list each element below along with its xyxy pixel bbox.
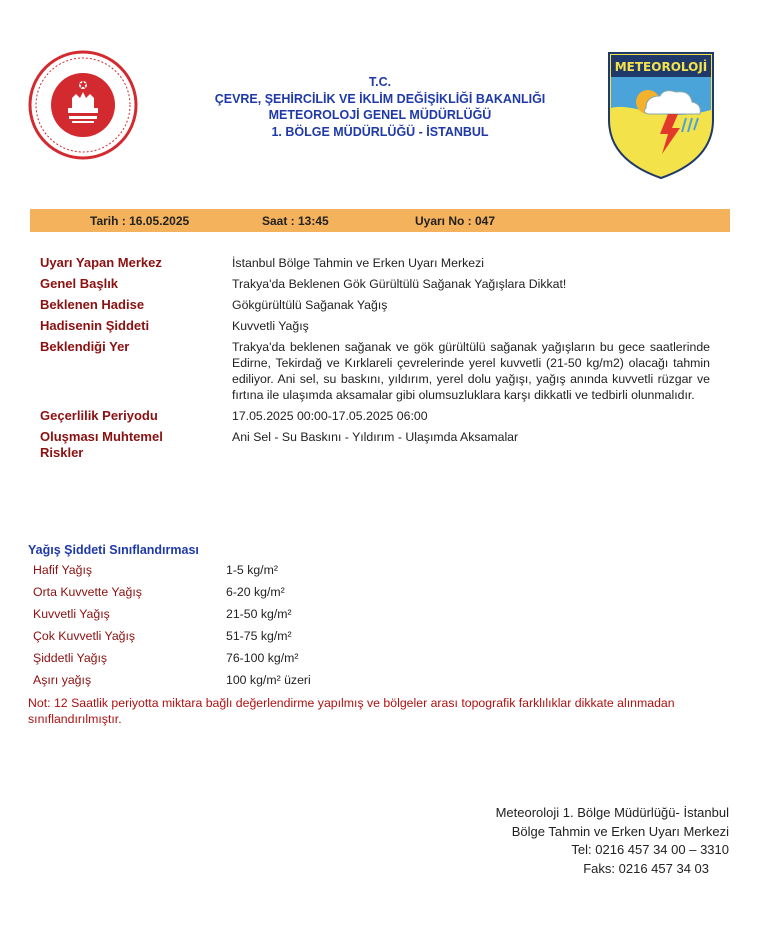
classification-value: 6-20 kg/m² — [226, 585, 285, 599]
detail-value: Ani Sel - Su Baskını - Yıldırım - Ulaşımda Aksamalar — [232, 430, 519, 444]
classification-name: Çok Kuvvetli Yağış — [33, 629, 136, 643]
detail-row-location — [40, 339, 710, 403]
meteoroloji-shield-logo — [606, 50, 716, 180]
classification-row — [33, 607, 433, 629]
footer-center: Bölge Tahmin ve Erken Uyarı Merkezi — [511, 823, 729, 839]
classification-title: Yağış Şiddeti Sınıflandırması — [28, 543, 199, 557]
warning-time: Saat : 13:45 — [262, 214, 329, 228]
classification-name: Aşırı yağış — [33, 673, 92, 687]
classification-row — [33, 629, 433, 651]
detail-row-risks — [40, 429, 710, 461]
classification-table — [33, 563, 433, 695]
detail-row-validity — [40, 408, 710, 424]
detail-value: 17.05.2025 00:00-17.05.2025 06:00 — [232, 409, 428, 423]
detail-label: Geçerlilik Periyodu — [40, 408, 158, 423]
logo-text: METEOROLOJİ — [614, 60, 708, 74]
classification-row — [33, 585, 433, 607]
detail-label: Genel Başlık — [40, 276, 119, 291]
header-line-1: T.C. — [368, 75, 392, 89]
classification-name: Hafif Yağış — [33, 563, 93, 577]
classification-value: 51-75 kg/m² — [226, 629, 292, 643]
ministry-header — [160, 74, 600, 140]
detail-row-expected-event — [40, 297, 710, 313]
warning-number: Uyarı No : 047 — [415, 214, 496, 228]
detail-label: Hadisenin Şiddeti — [40, 318, 150, 333]
warning-details — [40, 255, 710, 466]
header-line-2: ÇEVRE, ŞEHİRCİLİK VE İKLİM DEĞİŞİKLİĞİ BAKANLIĞI — [214, 91, 546, 106]
classification-name: Şiddetli Yağış — [33, 651, 108, 665]
detail-row-center — [40, 255, 710, 271]
footer-fax: Faks: 0216 457 34 03 — [583, 860, 709, 876]
footer-office: Meteoroloji 1. Bölge Müdürlüğü- İstanbul — [495, 805, 729, 820]
classification-value: 76-100 kg/m² — [226, 651, 299, 665]
classification-name: Kuvvetli Yağış — [33, 607, 110, 621]
contact-footer — [496, 804, 729, 878]
classification-value: 21-50 kg/m² — [226, 607, 292, 621]
classification-name: Orta Kuvvette Yağış — [33, 585, 142, 599]
detail-value: İstanbul Bölge Tahmin ve Erken Uyarı Merkezi — [232, 256, 484, 270]
detail-value: Trakya'da Beklenen Gök Gürültülü Sağanak Yağışlara Dikkat! — [232, 277, 567, 291]
detail-row-severity — [40, 318, 710, 334]
classification-value: 1-5 kg/m² — [226, 563, 278, 577]
classification-row — [33, 673, 433, 695]
classification-value: 100 kg/m² üzeri — [226, 673, 311, 687]
detail-value: Trakya'da beklenen sağanak ve gök gürültülü sağanak yağışların bu gece saatlerinde Edirne, Tekirdağ ve Kırklareli çevrelerinde yerel kuvvetli (21-50 kg/m2) olacağı tahmin ediliyor. Ani sel, su baskını, yıldırım, yerel dolu yağışı, yağış anında kuvvetli rüzgar ve fırtına ile ulaşımda aksamalar gibi olumsuzluklara karşı dikkatli ve tedbirli olunmalıdır. — [232, 340, 710, 402]
detail-label: Beklendiği Yer — [40, 339, 130, 354]
ministry-seal-logo — [28, 50, 138, 160]
detail-label: Oluşması Muhtemel Riskler — [40, 429, 163, 460]
classification-row — [33, 563, 433, 585]
footer-phone: Tel: 0216 457 34 00 – 3310 — [571, 842, 729, 857]
classification-note: Not: 12 Saatlik periyotta miktara bağlı değerlendirme yapılmış ve bölgeler arası topografik farklılıklar dikkate alınmadan sınıflandırılmıştır. — [28, 696, 675, 726]
detail-label: Beklenen Hadise — [40, 297, 145, 312]
header-line-3: METEOROLOJİ GENEL MÜDÜRLÜĞÜ — [268, 108, 492, 122]
detail-row-general-title — [40, 276, 710, 292]
header-line-4: 1. BÖLGE MÜDÜRLÜĞÜ - İSTANBUL — [271, 124, 489, 139]
detail-label: Uyarı Yapan Merkez — [40, 255, 162, 270]
classification-row — [33, 651, 433, 673]
detail-value: Gökgürültülü Sağanak Yağış — [232, 298, 388, 312]
warning-info-bar — [30, 209, 730, 232]
detail-value: Kuvvetli Yağış — [232, 319, 309, 333]
warning-date: Tarih : 16.05.2025 — [90, 214, 190, 228]
